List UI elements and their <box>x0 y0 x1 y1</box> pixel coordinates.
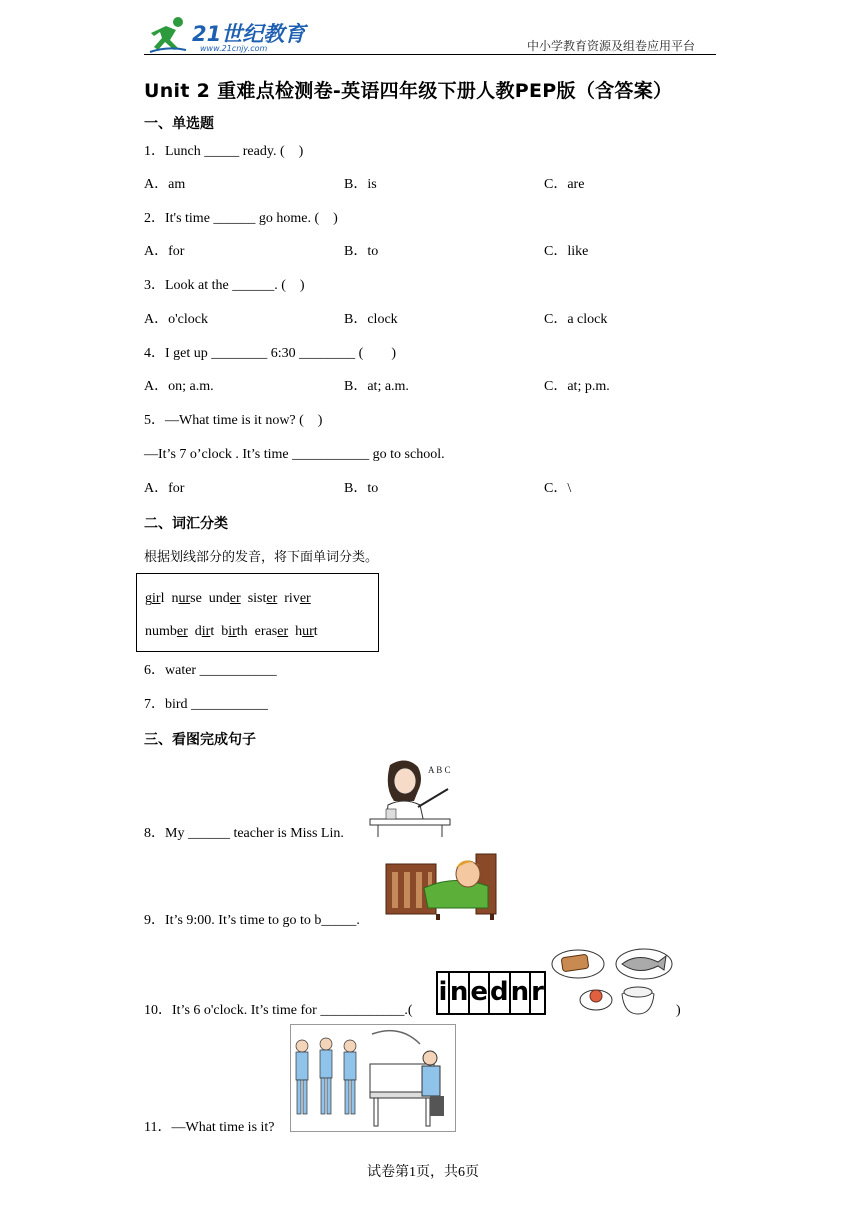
music-class-image <box>290 1024 456 1132</box>
question-stem: 4．I get up ________ 6:30 ________ ( ) <box>144 346 396 361</box>
option-c: C．like <box>544 244 589 259</box>
question-11: 11．—What time is it? <box>144 1120 275 1135</box>
question-stem: 3．Look at the ______. ( ) <box>144 278 305 293</box>
question-stem: 2．It's time ______ go home. ( ) <box>144 211 338 226</box>
platform-name: 中小学教育资源及组卷应用平台 <box>527 39 696 53</box>
logo-sub-text: www.21cnjy.com <box>200 44 268 53</box>
question-9: 9．It’s 9:00. It’s time to go to b_____. <box>144 913 360 928</box>
word-row-2: number dirt birth eraser hurt <box>145 624 318 639</box>
header-logo <box>148 14 313 56</box>
letter-tile: n <box>450 973 471 1013</box>
question-stem-line2: —It’s 7 o’clock . It’s time ___________ go to school. <box>144 447 445 462</box>
option-a: A．am <box>144 177 186 192</box>
page-footer: 试卷第1页，共6页 <box>367 1165 479 1180</box>
letter-tile: n <box>511 973 532 1013</box>
option-c: C．a clock <box>544 312 608 327</box>
word-row-1: girl nurse under sister river <box>145 591 311 606</box>
question-stem: 5．—What time is it now? ( ) <box>144 413 323 428</box>
option-b: B．is <box>344 177 377 192</box>
letter-tile: i <box>438 973 450 1013</box>
question-10: 10．It’s 6 o'clock. It’s time for ____________.( <box>144 1003 413 1018</box>
abc-text: A B C <box>428 765 451 775</box>
option-b: B．clock <box>344 312 398 327</box>
section-heading-3: 三、看图完成句子 <box>144 732 256 748</box>
letter-tile: e <box>470 973 490 1013</box>
runner-logo-icon <box>148 16 188 56</box>
question-10-close: ) <box>676 1003 681 1018</box>
option-b: B．to <box>344 481 379 496</box>
option-a: A．on; a.m. <box>144 379 214 394</box>
option-b: B．to <box>344 244 379 259</box>
section-heading-1: 一、单选题 <box>144 116 214 132</box>
food-plates-image <box>548 946 676 1018</box>
question-6: 6．water ___________ <box>144 663 277 678</box>
option-c: C．at; p.m. <box>544 379 610 394</box>
question-8: 8．My ______ teacher is Miss Lin. <box>144 826 344 841</box>
header-rule <box>144 54 716 55</box>
question-7: 7．bird ___________ <box>144 697 269 712</box>
option-c: C．\ <box>544 481 572 496</box>
question-stem: 1．Lunch _____ ready. ( ) <box>144 144 304 159</box>
page-title: Unit 2 重难点检测卷-英语四年级下册人教PEP版（含答案） <box>144 80 673 102</box>
bed-image <box>384 848 500 922</box>
option-b: B．at; a.m. <box>344 379 409 394</box>
letter-tile: r <box>531 977 544 1007</box>
option-c: C．are <box>544 177 585 192</box>
word-box <box>136 573 379 652</box>
section2-instruction: 根据划线部分的发音，将下面单词分类。 <box>144 550 379 565</box>
teacher-image <box>368 757 464 839</box>
option-a: A．for <box>144 244 185 259</box>
section-heading-2: 二、词汇分类 <box>144 516 228 532</box>
letter-puzzle <box>436 971 546 1015</box>
option-a: A．for <box>144 481 185 496</box>
option-a: A．o'clock <box>144 312 208 327</box>
logo-main-text: 21世纪教育 <box>192 22 306 46</box>
letter-tile: d <box>490 973 511 1013</box>
